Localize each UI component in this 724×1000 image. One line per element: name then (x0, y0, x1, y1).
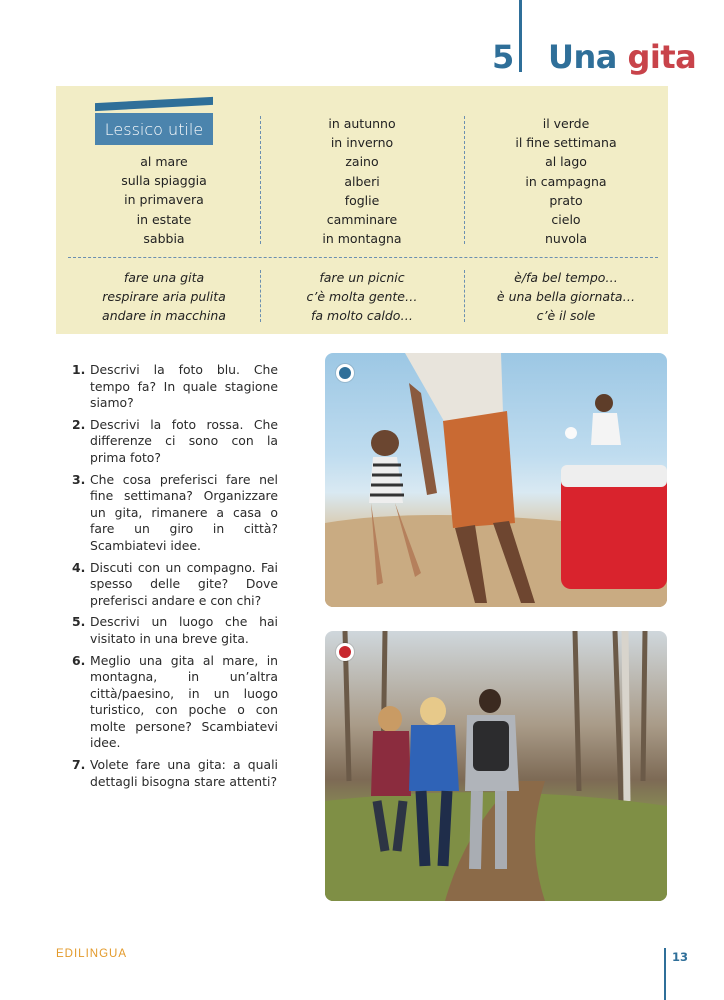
forest-hike-photo (325, 631, 667, 901)
question-number: 4. (72, 559, 86, 575)
vocab-word: in montagna (322, 231, 402, 247)
phrase: fa molto caldo… (311, 308, 413, 324)
vocab-word: in campagna (525, 173, 607, 189)
question-item (72, 653, 278, 753)
phrase: c’è molta gente… (306, 289, 418, 305)
phrase: andare in macchina (102, 308, 226, 324)
question-text: Meglio una gita al mare, in montagna, in un’altra città/paesino, in un luogo turistico, con poche o con molte persone? Scambiatevi idee. (90, 652, 278, 751)
page-number: 13 (672, 950, 689, 964)
phrase: fare una gita (123, 270, 205, 285)
question-item (72, 560, 278, 610)
vocab-word: zaino (345, 154, 379, 170)
question-number: 3. (72, 471, 86, 487)
question-text: Che cosa preferisci fare nel fine settimana? Organizzare un gita, rimanere a casa o fare un giro in città? Scambiatevi idee. (90, 471, 278, 553)
question-number: 1. (72, 362, 86, 377)
vocab-word: in inverno (330, 135, 394, 151)
publisher-logo: EDILINGUA (56, 948, 127, 960)
phrases-column-3 (484, 268, 648, 326)
forest-scene (325, 631, 667, 901)
red-photo-marker (336, 643, 354, 661)
question-item (72, 757, 278, 790)
blue-photo-marker (336, 364, 354, 382)
phrase: respirare aria pulita (102, 289, 226, 305)
question-text: Descrivi un luogo che hai visitato in una breve gita. (90, 614, 278, 646)
phrase: è/fa bel tempo… (514, 270, 618, 285)
phrase: fare un picnic (319, 270, 405, 285)
vocab-word: foglie (344, 192, 380, 208)
question-list (72, 362, 278, 795)
vocab-word: camminare (326, 212, 398, 228)
beach-photo (325, 353, 667, 607)
vocab-word: sabbia (143, 230, 185, 246)
phrases-column-2 (280, 268, 444, 326)
vocab-word: al mare (140, 154, 188, 169)
question-text: Discuti con un compagno. Fai spesso delle gite? Dove preferisci andare e con chi? (90, 559, 278, 608)
vocab-column-1 (84, 152, 244, 248)
page-title (548, 38, 696, 76)
footer-rule (664, 948, 666, 1000)
question-item (72, 362, 278, 412)
question-number: 2. (72, 416, 86, 432)
vocab-word: nuvola (544, 231, 588, 247)
column-divider (260, 270, 261, 322)
phrase: è una bella giornata… (496, 289, 636, 305)
title-highlight: gita (627, 38, 697, 76)
lessico-utile-label: Lessico utile (95, 113, 213, 145)
vocab-word: cielo (551, 212, 581, 228)
vocab-word: al lago (545, 154, 587, 170)
vocab-word: alberi (344, 173, 380, 189)
question-number: 5. (72, 614, 86, 630)
vocab-word: il fine settimana (515, 135, 617, 151)
vocab-column-2 (280, 114, 444, 248)
vocab-word: prato (549, 192, 583, 208)
section-divider (68, 257, 658, 258)
question-text: Descrivi la foto rossa. Che differenze ci sono con la prima foto? (90, 416, 278, 465)
header-rule (519, 0, 522, 72)
question-item (72, 472, 278, 555)
question-number: 6. (72, 652, 86, 668)
vocab-word: sulla spiaggia (121, 173, 207, 189)
vocab-word: in primavera (124, 192, 204, 208)
title-prefix: Una (548, 38, 628, 76)
column-divider (260, 116, 261, 244)
question-number: 7. (72, 757, 86, 773)
vocab-word: in estate (136, 211, 192, 227)
phrases-column-1 (84, 268, 244, 326)
question-text: Descrivi la foto blu. Che tempo fa? In quale stagione siamo? (90, 362, 278, 411)
column-divider (464, 116, 465, 244)
vocab-word: in autunno (328, 116, 396, 131)
beach-scene (325, 353, 667, 607)
vocab-column-3 (484, 114, 648, 248)
phrase: c’è il sole (536, 308, 596, 324)
unit-number: 5 (492, 38, 515, 76)
question-item (72, 614, 278, 647)
column-divider (464, 270, 465, 322)
question-text: Volete fare una gita: a quali dettagli bisogna stare attenti? (90, 757, 278, 789)
question-item (72, 417, 278, 467)
vocab-word: il verde (542, 116, 590, 131)
